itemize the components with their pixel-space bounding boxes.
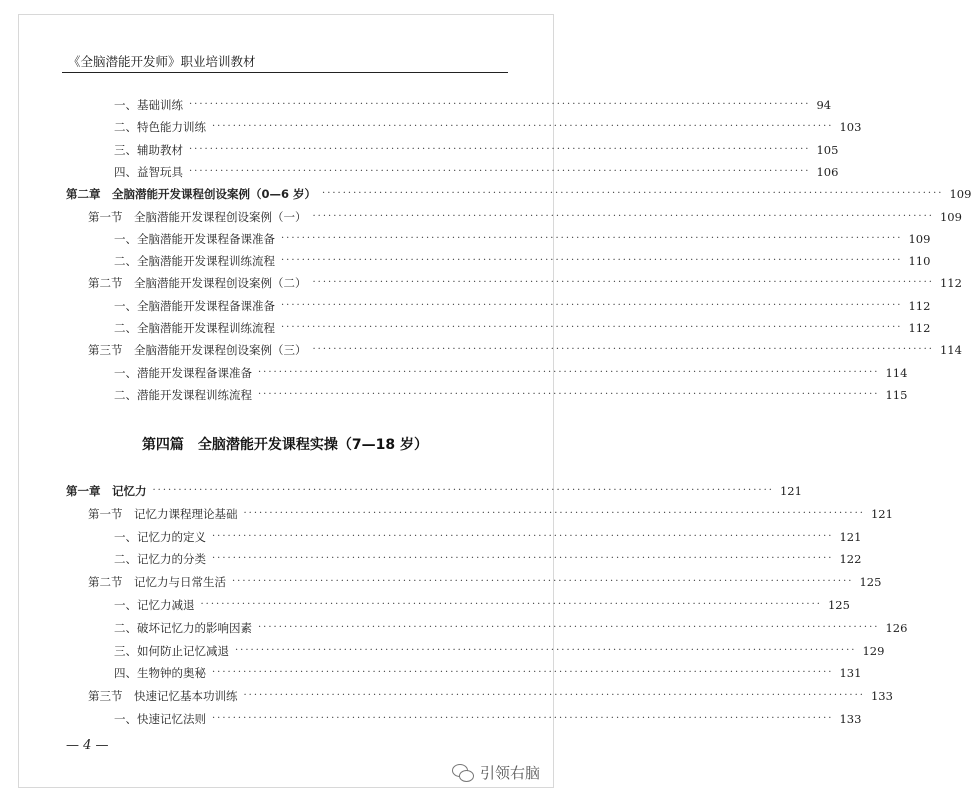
toc-page-number: 112 [939,276,962,291]
toc-leader-dots: ························································································································ [258,621,880,633]
toc-leader-dots: ························································································································ [212,121,834,133]
toc-page-number: 129 [862,643,885,658]
toc-leader-dots: ························································································································ [243,690,865,702]
toc-leader-dots: ························································································································ [281,255,903,267]
toc-row-chapter [66,185,971,203]
toc-page-number: 121 [870,506,893,521]
toc-page-number: 114 [939,343,962,358]
toc-page-number: 131 [839,666,862,681]
watermark-text: 引领右脑 [479,764,540,782]
toc-entry-label: 二、全脑潜能开发课程训练流程 [114,321,275,335]
toc-row-item [114,230,931,248]
toc-row-section [88,274,962,292]
part-title: 第四篇 全脑潜能开发课程实操（7—18 岁） [141,437,429,453]
toc-entry-label: 第三节 全脑潜能开发课程创设案例（三） [88,343,307,358]
toc-page-number: 125 [859,575,882,590]
toc-page-number: 109 [949,187,971,202]
toc-page-number: 114 [885,365,908,380]
toc-entry-label: 一、记忆力减退 [114,598,195,612]
toc-entry-label: 二、破坏记忆力的影响因素 [114,620,252,635]
toc-row-section [88,505,893,523]
page-number: — 4 — [66,738,109,753]
toc-row-item [114,710,862,728]
toc-leader-dots: ························································································································ [232,576,854,588]
toc-page-number: 126 [885,620,908,635]
toc-row-item [114,642,885,660]
toc-leader-dots: ························································································································ [312,344,934,356]
toc-page-number: 115 [885,387,908,402]
toc-row-item [114,386,908,404]
toc-entry-label: 三、辅助教材 [114,142,183,157]
toc-page-number: 109 [908,231,931,246]
toc-row-section [88,573,882,591]
header-rule [62,72,508,73]
toc-entry-label: 一、潜能开发课程备课准备 [114,365,252,380]
toc-leader-dots: ························································································································ [312,210,934,222]
toc-row-item [114,163,839,181]
toc-page-number: 103 [839,120,862,135]
toc-entry-label: 一、基础训练 [114,98,183,112]
toc-row-item [114,319,931,337]
toc-entry-label: 第一节 全脑潜能开发课程创设案例（一） [88,209,307,224]
toc-entry-label: 一、全脑潜能开发课程备课准备 [114,231,275,246]
toc-entry-label: 二、记忆力的分类 [114,552,206,567]
toc-leader-dots: ························································································································ [281,232,903,244]
toc-entry-label: 二、全脑潜能开发课程训练流程 [114,254,275,269]
toc-page-number: 121 [779,484,802,498]
toc-row-chapter [66,482,802,500]
toc-entry-label: 一、记忆力的定义 [114,529,206,544]
toc-row-item [114,596,850,614]
toc-leader-dots: ························································································································ [212,530,834,542]
toc-row-item [114,297,931,315]
toc-leader-dots: ························································································································ [189,143,811,155]
toc-entry-label: 四、生物钟的奥秘 [114,666,206,681]
toc-page-number: 109 [939,209,962,224]
toc-leader-dots: ························································································································ [152,485,774,496]
toc-leader-dots: ························································································································ [212,667,834,679]
toc-page-number: 110 [908,254,931,269]
toc-row-item [114,550,862,568]
toc-entry-label: 第一章 记忆力 [66,484,147,498]
toc-row-section [88,341,962,359]
toc-entry-label: 四、益智玩具 [114,164,183,179]
wechat-icon [452,764,474,782]
toc-row-item [114,528,862,546]
toc-page-number: 121 [839,529,862,544]
toc-leader-dots: ························································································································ [312,277,934,289]
toc-entry-label: 一、快速记忆法则 [114,712,206,726]
toc-entry-label: 第三节 快速记忆基本功训练 [88,689,238,704]
toc-entry-label: 一、全脑潜能开发课程备课准备 [114,298,275,313]
toc-page-number: 125 [827,598,850,612]
toc-row-item [114,96,832,114]
toc-entry-label: 二、特色能力训练 [114,120,206,135]
toc-row-item [114,141,839,159]
toc-entry-label: 二、潜能开发课程训练流程 [114,387,252,402]
toc-page-number: 133 [839,712,862,726]
toc-leader-dots: ························································································································ [322,188,944,200]
toc-leader-dots: ························································································································ [212,553,834,565]
toc-page-number: 112 [908,298,931,313]
toc-leader-dots: ························································································································ [189,99,811,110]
toc-row-item [114,252,931,270]
toc-leader-dots: ························································································································ [281,322,903,333]
toc-row-item [114,364,908,382]
toc-row-item [114,619,908,637]
toc-page-number: 105 [816,142,839,157]
toc-page-number: 133 [870,689,893,704]
toc-leader-dots: ························································································································ [200,599,822,610]
toc-row-section [88,208,962,226]
toc-leader-dots: ························································································································ [281,299,903,311]
toc-leader-dots: ························································································································ [243,507,865,519]
watermark [452,762,540,783]
toc-entry-label: 第一节 记忆力课程理论基础 [88,506,238,521]
toc-entry-label: 第二节 全脑潜能开发课程创设案例（二） [88,276,307,291]
book-header-title: 《全脑潜能开发师》职业培训教材 [68,54,256,69]
toc-leader-dots: ························································································································ [212,713,834,724]
toc-page-number: 122 [839,552,862,567]
toc-leader-dots: ························································································································ [258,388,880,400]
toc-entry-label: 第二章 全脑潜能开发课程创设案例（0—6 岁） [66,187,317,202]
toc-row-item [114,118,862,136]
toc-row-section [88,687,893,705]
toc-entry-label: 三、如何防止记忆减退 [114,643,229,658]
toc-leader-dots: ························································································································ [235,644,857,656]
toc-leader-dots: ························································································································ [258,366,880,378]
toc-leader-dots: ························································································································ [189,165,811,177]
toc-page-number: 112 [908,321,931,335]
toc-row-item [114,664,862,682]
toc-entry-label: 第二节 记忆力与日常生活 [88,575,226,590]
toc-page-number: 94 [816,98,832,112]
toc-page-number: 106 [816,164,839,179]
